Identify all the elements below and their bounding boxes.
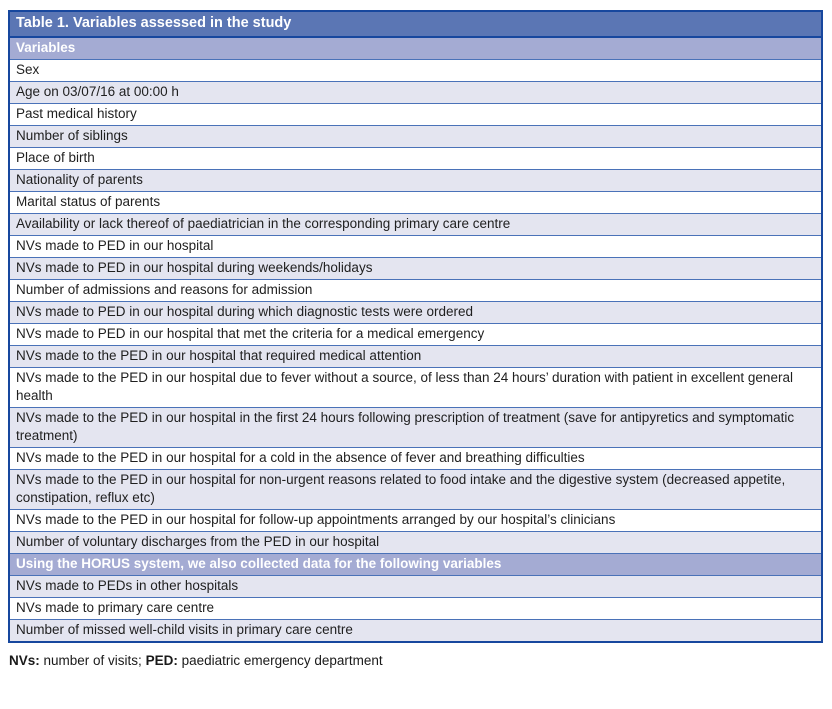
row-cell: NVs made to the PED in our hospital for non-urgent reasons related to food intake and the digestive system (decreased appetite, constipation, reflux etc) [9,470,822,510]
row-cell: Place of birth [9,148,822,170]
table-row [9,258,822,280]
table-row [9,82,822,104]
table-title: Table 1. Variables assessed in the study [9,11,822,37]
row-cell: Past medical history [9,104,822,126]
table-row [9,408,822,448]
row-cell: Sex [9,60,822,82]
table-row [9,510,822,532]
table-row [9,598,822,620]
row-cell: NVs made to PEDs in other hospitals [9,576,822,598]
row-cell: NVs made to the PED in our hospital that required medical attention [9,346,822,368]
footnote-abbr-nvs: NVs: [9,653,40,668]
row-cell: NVs made to the PED in our hospital for follow-up appointments arranged by our hospital’s clinicians [9,510,822,532]
table-head [9,11,822,60]
row-cell: Nationality of parents [9,170,822,192]
row-cell: Number of missed well-child visits in primary care centre [9,620,822,643]
footnote-def-ped: paediatric emergency department [177,653,383,668]
section-variables-body [9,60,822,554]
table-row [9,470,822,510]
footnote-abbr-ped: PED: [145,653,178,668]
table-row [9,346,822,368]
footnote [9,652,823,669]
row-cell: Number of admissions and reasons for admission [9,280,822,302]
table-row [9,280,822,302]
section-header-horus [9,554,822,576]
section-horus-body [9,576,822,643]
row-cell: NVs made to the PED in our hospital in the first 24 hours following prescription of treatment (save for antipyretics and symptomatic treatment) [9,408,822,448]
table-row [9,214,822,236]
table-row [9,126,822,148]
section-header-horus-label: Using the HORUS system, we also collected data for the following variables [9,554,822,576]
row-cell: NVs made to PED in our hospital that met the criteria for a medical emergency [9,324,822,346]
row-cell: NVs made to PED in our hospital during which diagnostic tests were ordered [9,302,822,324]
row-cell: NVs made to the PED in our hospital for a cold in the absence of fever and breathing difficulties [9,448,822,470]
table-title-row [9,11,822,37]
table-row [9,324,822,346]
section-header-variables-label: Variables [9,37,822,60]
table-row [9,448,822,470]
row-cell: Availability or lack thereof of paediatrician in the corresponding primary care centre [9,214,822,236]
table-row [9,576,822,598]
table-row [9,620,822,643]
table-row [9,368,822,408]
table-row [9,104,822,126]
table-row [9,236,822,258]
section-horus-header [9,554,822,576]
footnote-def-nvs: number of visits; [39,653,146,668]
row-cell: NVs made to primary care centre [9,598,822,620]
table-row [9,60,822,82]
table-row [9,302,822,324]
table-row [9,170,822,192]
table-row [9,532,822,554]
row-cell: Number of voluntary discharges from the PED in our hospital [9,532,822,554]
row-cell: NVs made to PED in our hospital during weekends/holidays [9,258,822,280]
row-cell: Age on 03/07/16 at 00:00 h [9,82,822,104]
row-cell: NVs made to the PED in our hospital due to fever without a source, of less than 24 hours’ duration with patient in excellent general health [9,368,822,408]
row-cell: Marital status of parents [9,192,822,214]
study-table [8,10,823,643]
table-row [9,148,822,170]
table-row [9,192,822,214]
row-cell: NVs made to PED in our hospital [9,236,822,258]
section-header-variables [9,37,822,60]
row-cell: Number of siblings [9,126,822,148]
